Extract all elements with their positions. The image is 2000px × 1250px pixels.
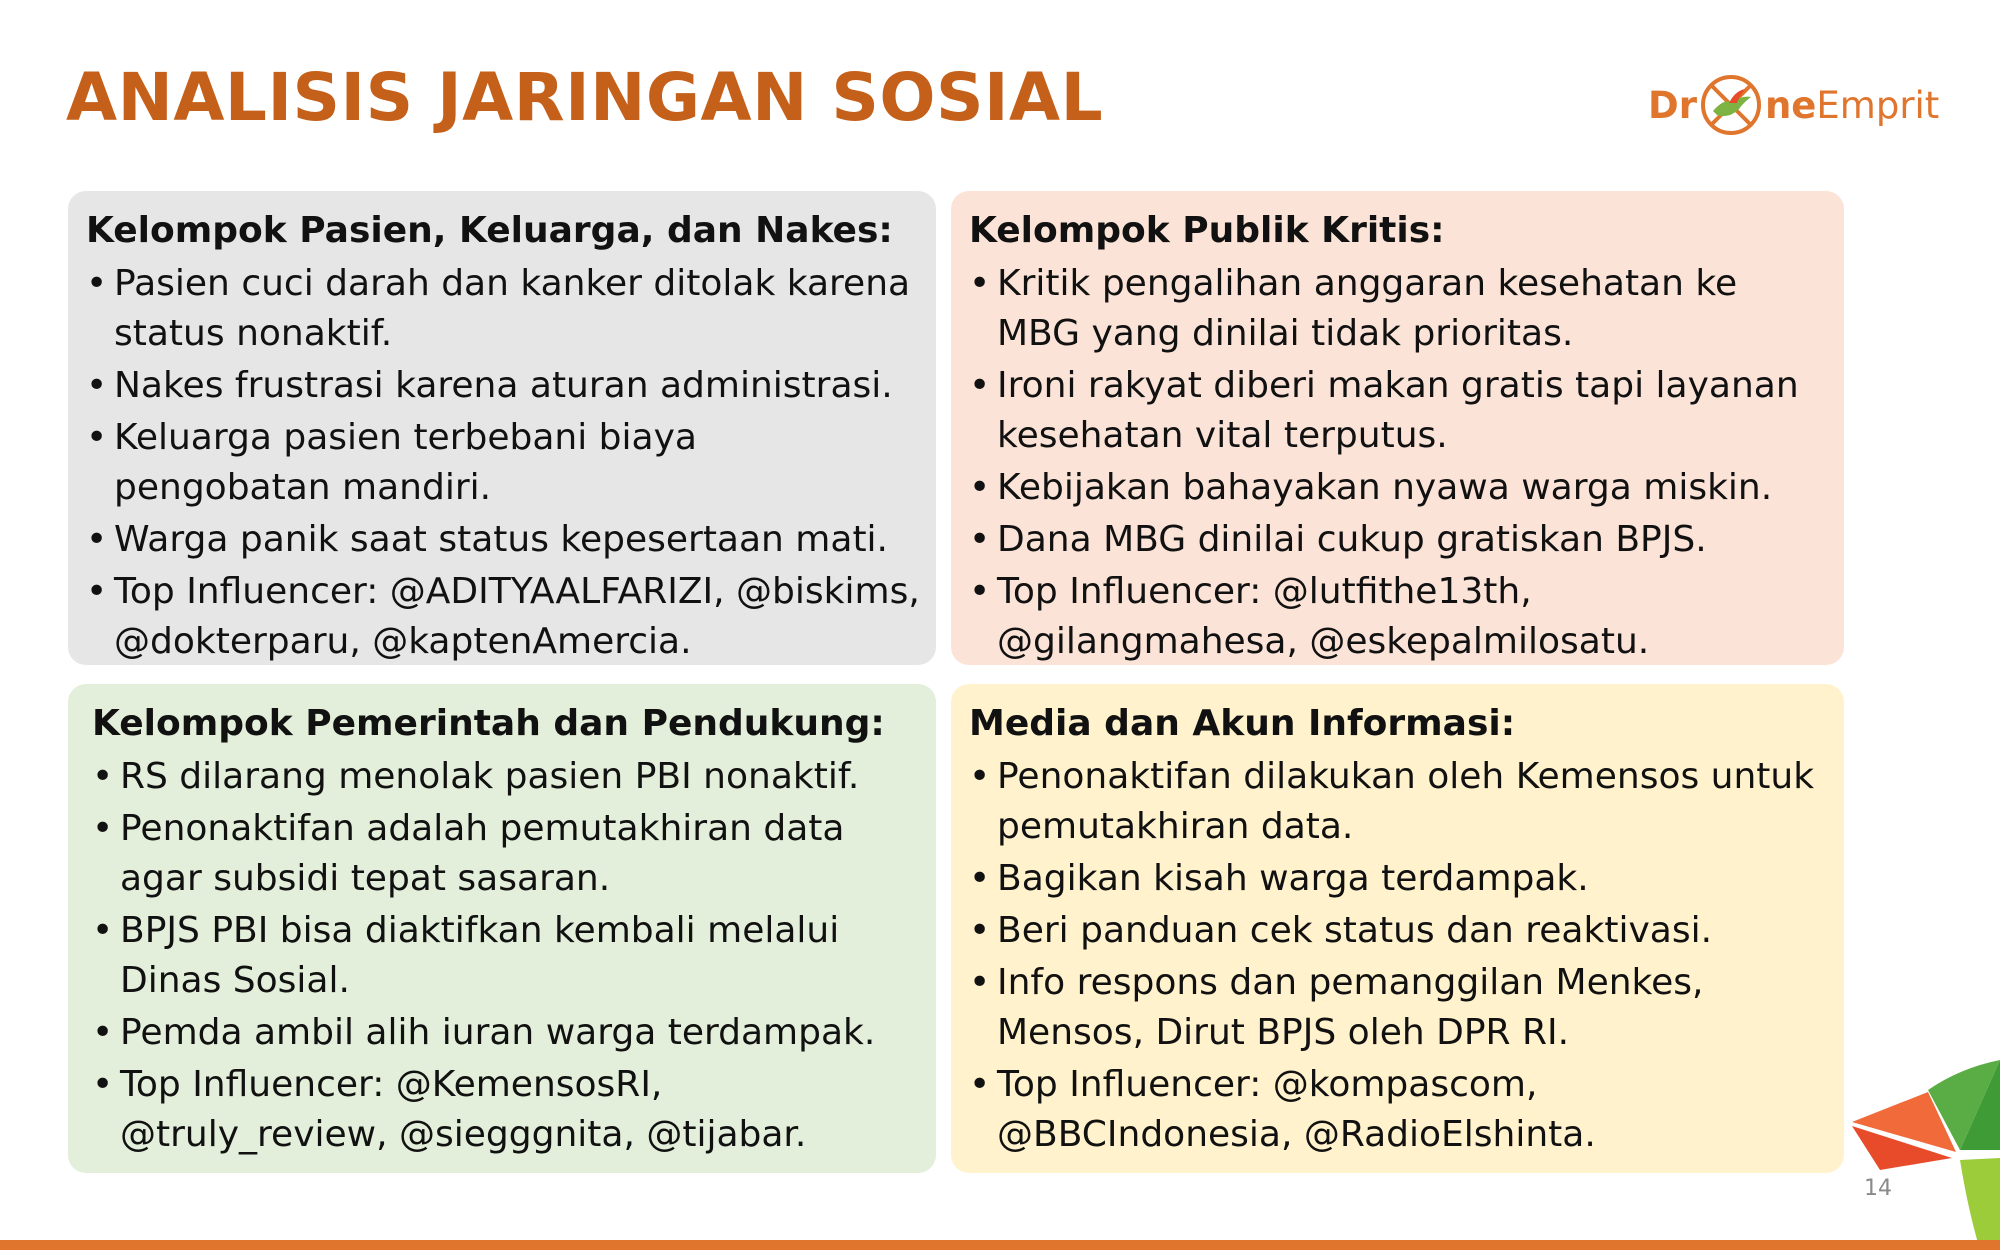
drone-emprit-logo: [1648, 70, 1939, 140]
bottom-accent-bar: [0, 1240, 2000, 1250]
list-item: • Info respons dan pemanggilan Menkes, Mensos, Dirut BPJS oleh DPR RI.: [969, 958, 1828, 1058]
card-heading: Kelompok Pasien, Keluarga, dan Nakes:: [86, 210, 893, 251]
card-pasien-keluarga-nakes: [68, 191, 936, 665]
list-item: • Top Influencer: @KemensosRI, @truly_review, @siegggnita, @tijabar.: [92, 1060, 920, 1160]
list-item: • Top Influencer: @lutfithe13th, @gilangmahesa, @eskepalmilosatu.: [969, 567, 1828, 665]
list-item: • RS dilarang menolak pasien PBI nonaktif.: [92, 752, 920, 802]
bullet-list: [969, 259, 1828, 665]
logo-text-dr: Dr: [1648, 83, 1697, 127]
card-heading: Media dan Akun Informasi:: [969, 703, 1516, 744]
slide-title: ANALISIS JARINGAN SOSIAL: [66, 59, 1104, 136]
logo-text-ne: ne: [1764, 83, 1817, 127]
list-item: • Kritik pengalihan anggaran kesehatan ke MBG yang dinilai tidak prioritas.: [969, 259, 1828, 359]
card-media-akun-informasi: [951, 684, 1844, 1173]
bullet-list: [92, 752, 920, 1160]
list-item: • Bagikan kisah warga terdampak.: [969, 854, 1828, 904]
list-item: • Top Influencer: @ADITYAALFARIZI, @biskims, @dokterparu, @kaptenAmercia.: [86, 567, 920, 665]
list-item: • Beri panduan cek status dan reaktivasi.: [969, 906, 1828, 956]
corner-decoration-icon: [1840, 1040, 2000, 1250]
list-item: • Ironi rakyat diberi makan gratis tapi layanan kesehatan vital terputus.: [969, 361, 1828, 461]
list-item: • Nakes frustrasi karena aturan administrasi.: [86, 361, 920, 411]
list-item: • Penonaktifan adalah pemutakhiran data agar subsidi tepat sasaran.: [92, 804, 920, 904]
list-item: • Pemda ambil alih iuran warga terdampak.: [92, 1008, 920, 1058]
list-item: • Pasien cuci darah dan kanker ditolak karena status nonaktif.: [86, 259, 920, 359]
list-item: • Kebijakan bahayakan nyawa warga miskin.: [969, 463, 1828, 513]
logo-text-emprit: Emprit: [1816, 83, 1940, 127]
card-pemerintah-pendukung: [68, 684, 936, 1173]
drone-bird-icon: [1699, 73, 1763, 137]
list-item: • Penonaktifan dilakukan oleh Kemensos untuk pemutakhiran data.: [969, 752, 1828, 852]
list-item: • Top Influencer: @kompascom, @BBCIndonesia, @RadioElshinta.: [969, 1060, 1828, 1160]
page-number: 14: [1864, 1176, 1892, 1201]
list-item: • Keluarga pasien terbebani biaya pengobatan mandiri.: [86, 413, 920, 513]
bullet-list: [86, 259, 920, 665]
list-item: • BPJS PBI bisa diaktifkan kembali melalui Dinas Sosial.: [92, 906, 920, 1006]
card-heading: Kelompok Pemerintah dan Pendukung:: [92, 703, 885, 744]
card-heading: Kelompok Publik Kritis:: [969, 210, 1445, 251]
bullet-list: [969, 752, 1828, 1160]
list-item: • Dana MBG dinilai cukup gratiskan BPJS.: [969, 515, 1828, 565]
card-publik-kritis: [951, 191, 1844, 665]
list-item: • Warga panik saat status kepesertaan mati.: [86, 515, 920, 565]
